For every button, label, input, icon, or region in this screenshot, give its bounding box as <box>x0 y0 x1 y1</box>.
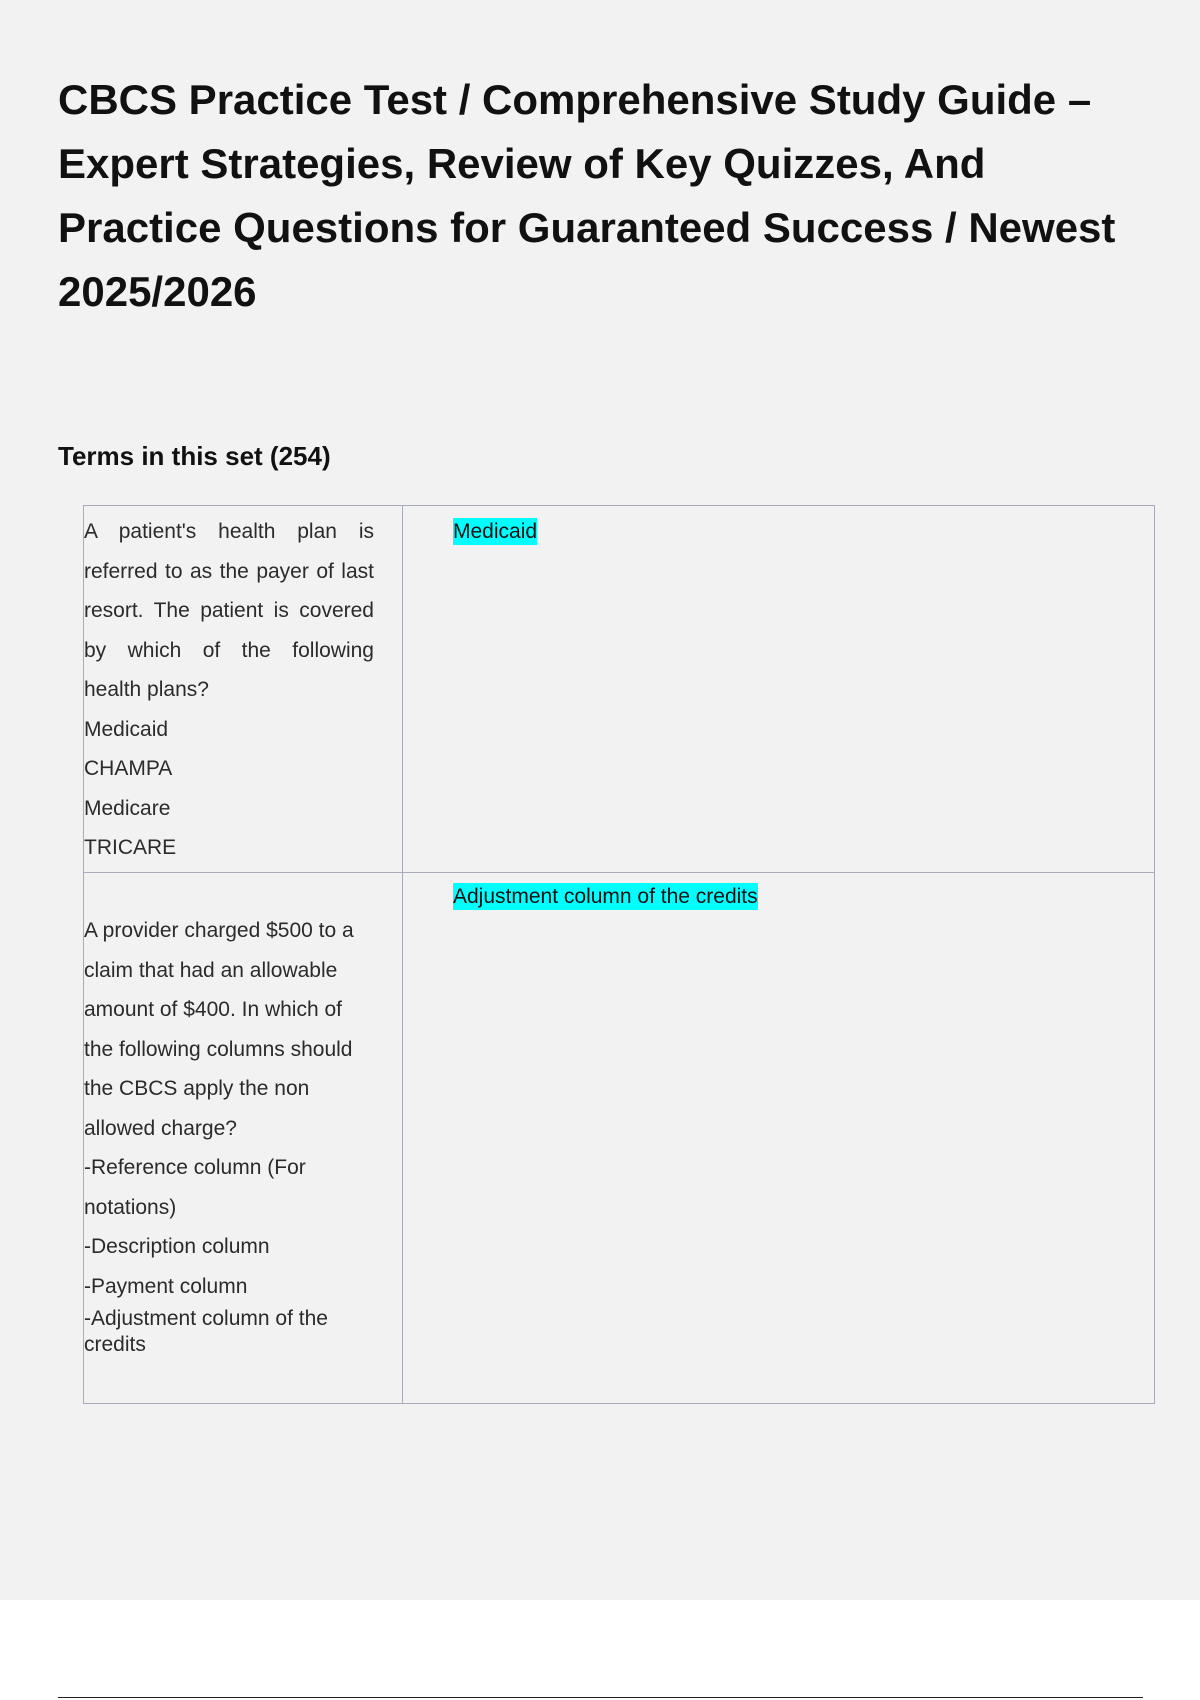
answer-text: Medicaid <box>453 520 538 543</box>
option-text: Medicaid <box>84 717 169 741</box>
option-text: -Payment column <box>84 1274 248 1298</box>
option-text: TRICARE <box>84 836 177 859</box>
question-cell <box>84 506 403 873</box>
flashcard-table <box>83 505 1155 1404</box>
answer-cell <box>403 873 1155 1404</box>
question-text: A patient's health plan is referred to as the payer of last resort. The patient is covered by which of the following health plans? <box>84 520 374 701</box>
option-text: -Reference column (For notations) <box>84 1156 306 1219</box>
option-text: -Description column <box>84 1235 270 1258</box>
question-text: A provider charged $500 to a claim that had an allowable amount of $400. In which of the following columns should the CBCS apply the non allowed charge? <box>84 919 354 1140</box>
answer-text: Adjustment column of the credits <box>453 885 758 908</box>
footer-divider <box>58 1697 1143 1698</box>
option-text: CHAMPA <box>84 757 173 780</box>
option-text: Medicare <box>84 796 171 820</box>
document-title: CBCS Practice Test / Comprehensive Study Guide – Expert Strategies, Review of Key Quizzes, And Practice Questions for Guaranteed Success / Newest 2025/2026 <box>58 76 1116 315</box>
option-text: -Adjustment column of the credits <box>84 1307 328 1356</box>
terms-count-heading: Terms in this set (254) <box>58 441 331 471</box>
answer-cell <box>403 506 1155 873</box>
flashcard-row <box>84 873 1155 1404</box>
question-cell <box>84 873 403 1404</box>
flashcard-row <box>84 506 1155 873</box>
